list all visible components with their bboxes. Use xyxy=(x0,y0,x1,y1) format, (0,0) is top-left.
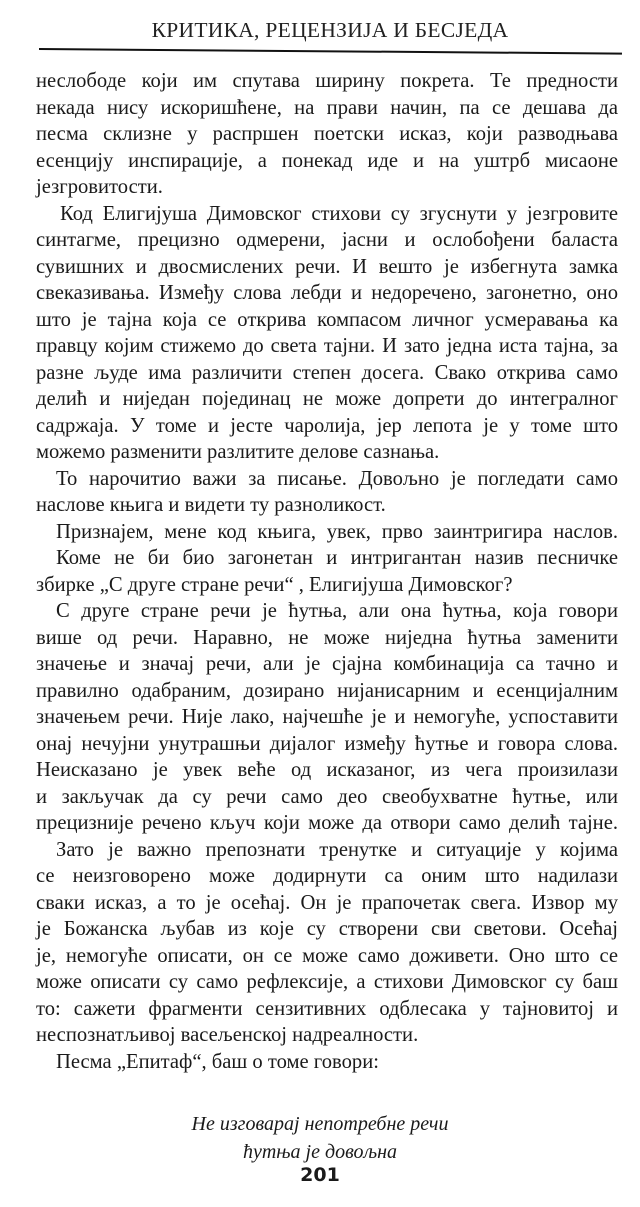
text-line: неспознатљивој васељенској надреалности. xyxy=(36,1024,419,1046)
paragraph xyxy=(36,598,618,837)
text-line: језгровитости. xyxy=(36,176,163,198)
text-line: неслободе који им спутава ширину покрета. Те предности xyxy=(36,70,618,92)
text-line: песма склизне у распршен поетски исказ, који разводњава xyxy=(36,123,618,145)
text-line: више од речи. Наравно, не може ниједна ћутња заменити xyxy=(36,626,618,649)
paragraph xyxy=(36,68,618,201)
text-line: се неизговорено може додирнути са оним што надилази xyxy=(36,865,618,887)
text-line: то: сажети фрагменти сензитивних одблесака у тајновитој и xyxy=(36,997,618,1020)
text-line: је Божанска љубав из које су створени сви светови. Осећај xyxy=(36,918,618,940)
verse-line: Не изговарај непотребне речи xyxy=(191,1113,449,1135)
text-line: некада нису искоришћене, на прави начин, па се дешава да xyxy=(36,96,618,119)
text-line: сваки исказ, а то је осећај. Он је прапочетак свега. Извор му xyxy=(36,891,618,914)
text-line: значењем речи. Није лако, најчешће је и немогуће, успоставити xyxy=(36,706,618,728)
text-line: Признајем, мене код књига, увек, прво заинтригира наслов. xyxy=(56,520,618,543)
text-line: што је тајна која се открива компасом личног усмеравања ка xyxy=(36,308,618,331)
text-line: је, немогуће описати, он се може само доживети. Оно што се xyxy=(36,944,618,967)
paragraph xyxy=(36,545,618,598)
text-line: Неисказано је увек веће од исказаног, из чега произилази xyxy=(36,759,618,781)
body-text xyxy=(36,68,618,1075)
text-line: То нарочитио важи за писање. Довољно је погледати само xyxy=(56,467,618,490)
text-line: може описати су само рефлексије, а стихови Димовског су баш xyxy=(36,971,618,993)
text-line: есенцију инспирације, а понекад иде и на уштрб мисаоне xyxy=(36,149,618,172)
paragraph xyxy=(36,466,618,519)
paragraph xyxy=(36,1049,618,1076)
text-line: можемо разменити разлитите делове сазнања. xyxy=(36,441,440,463)
text-line: разне људе има различити степен досега. Свако открива само xyxy=(36,361,618,384)
header-rule xyxy=(39,48,622,55)
paragraph xyxy=(36,519,618,546)
running-head: КРИТИКА, РЕЦЕНЗИЈА И БЕСЈЕДА xyxy=(151,18,509,42)
text-line: Песма „Епитаф“, баш о томе говори: xyxy=(56,1050,379,1073)
text-line: синтагме, прецизно одмерени, јасни и ослобођени баласта xyxy=(36,229,618,251)
text-line: онај нечујни унутрашњи дијалог између ћутње и говора слова. xyxy=(36,732,618,755)
text-line: збирке „С друге стране речи“ , Елигијуша Димовског? xyxy=(36,573,513,596)
text-line: Код Елигијуша Димовског стихови су згуснути у језгровите xyxy=(60,202,618,225)
paragraph xyxy=(36,201,618,466)
text-line: правилно одабраним, дозирано нијанисарним и есенцијалним xyxy=(36,679,618,702)
text-line: садржаја. У томе и јесте чаролија, јер лепота је у томе што xyxy=(36,414,618,437)
text-line: делић и ниједан појединац не може допрети до интегралног xyxy=(36,388,618,410)
text-line: прецизније речено кључ који може да отвори само делић тајне. xyxy=(36,812,618,834)
text-line: свеказивања. Између слова лебди и недоречено, загонетно, оно xyxy=(36,282,618,304)
text-line: и закључак да су речи само део свеобухватне ћутње, или xyxy=(36,785,618,808)
poem-quote xyxy=(0,1110,640,1166)
page-number: 201 xyxy=(300,1164,340,1186)
text-line: Зато је важно препознати тренутке и ситуације у којима xyxy=(56,838,618,861)
text-line: С друге стране речи је ћутња, али она ћутња, која говори xyxy=(56,600,618,622)
text-line: сувишних и двосмислених речи. И вешто је избегнута замка xyxy=(36,255,618,278)
text-line: значење и значај речи, али је сјајна комбинација са тачно и xyxy=(36,653,618,675)
text-line: Коме не би био загонетан и интригантан назив песничке xyxy=(56,547,618,569)
text-line: правцу којим стижемо до света тајни. И зато једна иста тајна, за xyxy=(36,335,618,357)
text-line: наслове књига и видети ту разноликост. xyxy=(36,494,386,516)
paragraph xyxy=(36,837,618,1049)
verse-line: ћутња је довољна xyxy=(242,1141,398,1163)
